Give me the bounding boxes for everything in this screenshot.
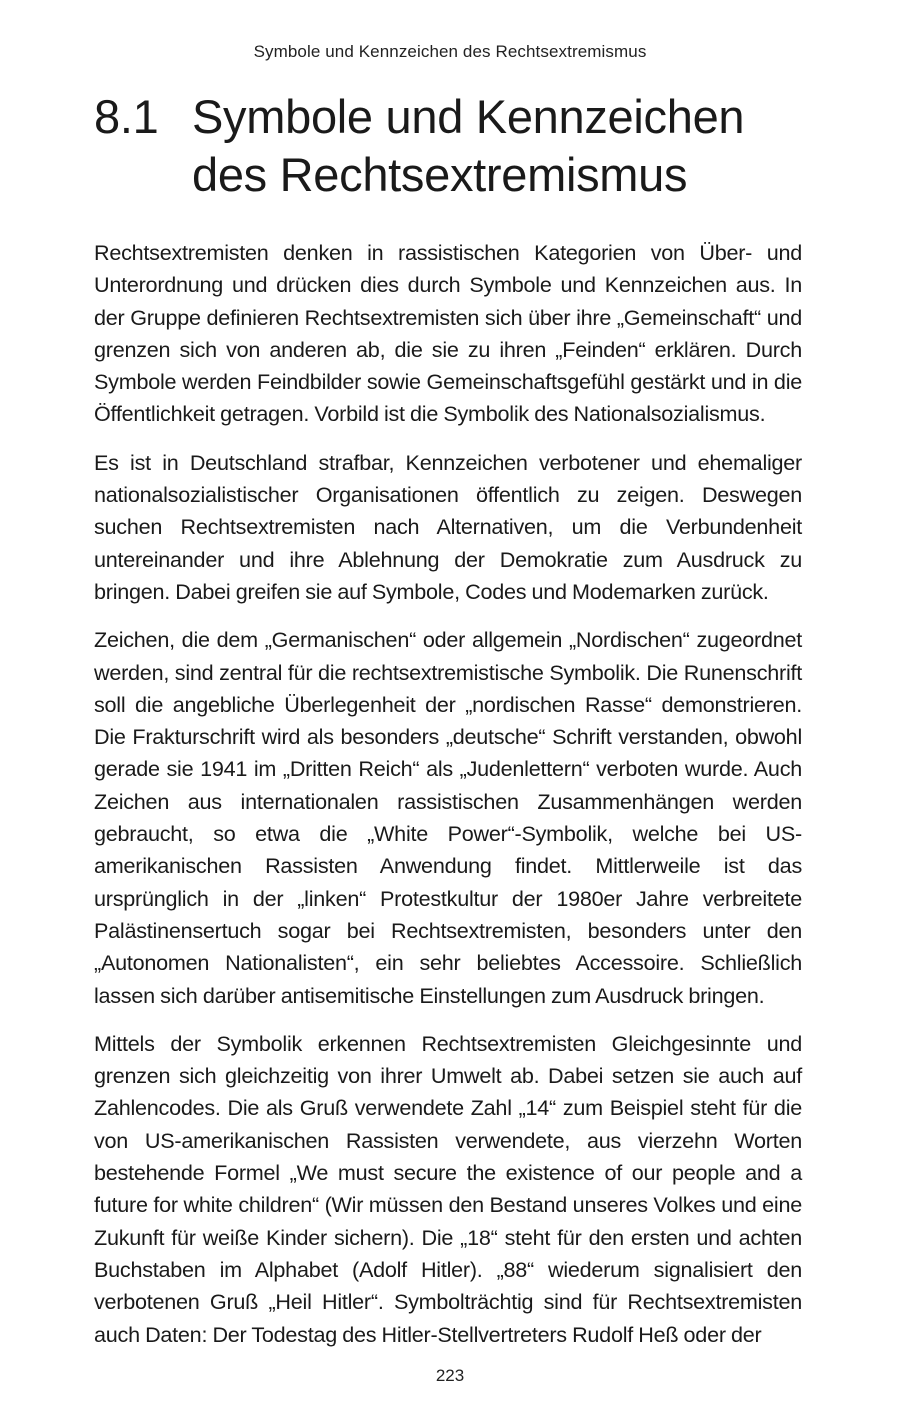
page-number: 223 xyxy=(435,1366,465,1385)
paragraph-3: Zeichen, die dem „Germanischen“ oder allgemein „Nordischen“ zugeordnet werden, sind zentral für die rechtsextremistische Symbolik. Die Runenschrift soll die angebliche Überlegenheit der „nordischen Rasse“ demonstrieren. Die Frakturschrift wird als besonders „deutsche“ Schrift verstanden, obwohl gerade sie 1941 im „Dritten Reich“ als „Judenlettern“ verboten wurde. Auch Zeichen aus internationalen rassistischen Zusammenhängen werden gebraucht, so etwa die „White Power“-Symbolik, welche bei US-amerikanischen Rassisten Anwendung findet. Mittlerweile ist das ursprünglich in der „linken“ Protestkultur der 1980er Jahre verbreitete Palästinensertuch sogar bei Rechtsextremisten, besonders unter den „Autonomen Nationalisten“, ein sehr beliebtes Accessoire. Schließlich lassen sich darüber antisemitische Einstellungen zum Ausdruck bringen. xyxy=(94,627,802,1008)
paragraph-1: Rechtsextremisten denken in rassistischen Kategorien von Über- und Unterordnung und drücken dies durch Symbole und Kennzeichen aus. In der Gruppe definieren Rechtsextremisten sich über ihre „Gemeinschaft“ und grenzen sich von anderen ab, die sie zu ihren „Feinden“ erklären. Durch Symbole werden Feindbilder sowie Gemeinschaftsgefühl gestärkt und in die Öffentlichkeit getragen. Vorbild ist die Symbolik des Nationalsozialismus. xyxy=(94,240,802,427)
section-number: 8.1 xyxy=(94,90,159,143)
section-title: Symbole und Kennzeichen des Rechtsextremismus xyxy=(192,90,745,201)
section-heading xyxy=(94,88,814,204)
paragraph-2: Es ist in Deutschland strafbar, Kennzeichen verbotener und ehemaliger nationalsozialistischer Organisationen öffentlich zu zeigen. Deswegen suchen Rechtsextremisten nach Alternativen, um die Verbundenheit untereinander und ihre Ablehnung der Demokratie zum Ausdruck zu bringen. Dabei greifen sie auf Symbole, Codes und Modemarken zurück. xyxy=(94,449,802,604)
running-header: Symbole und Kennzeichen des Rechtsextremismus xyxy=(253,42,647,61)
paragraph-4: Mittels der Symbolik erkennen Rechtsextremisten Gleichgesinnte und grenzen sich gleichzeitig von ihrer Umwelt ab. Dabei setzen sie auch auf Zahlencodes. Die als Gruß verwendete Zahl „14“ zum Beispiel steht für die von US-amerikanischen Rassisten verwendete, aus vierzehn Worten bestehende Formel „We must secure the existence of our people and a future for white children“ (Wir müssen den Bestand unseres Volkes und eine Zukunft für weiße Kinder sichern). Die „18“ steht für den ersten und achten Buchstaben im Alphabet (Adolf Hitler). „88“ wiederum signalisiert den verbotenen Gruß „Heil Hitler“. Symbolträchtig sind für Rechtsextremisten auch Daten: Der Todestag des Hitler-Stellvertreters Rudolf Heß oder der xyxy=(94,1030,802,1347)
body-text xyxy=(94,237,802,1367)
